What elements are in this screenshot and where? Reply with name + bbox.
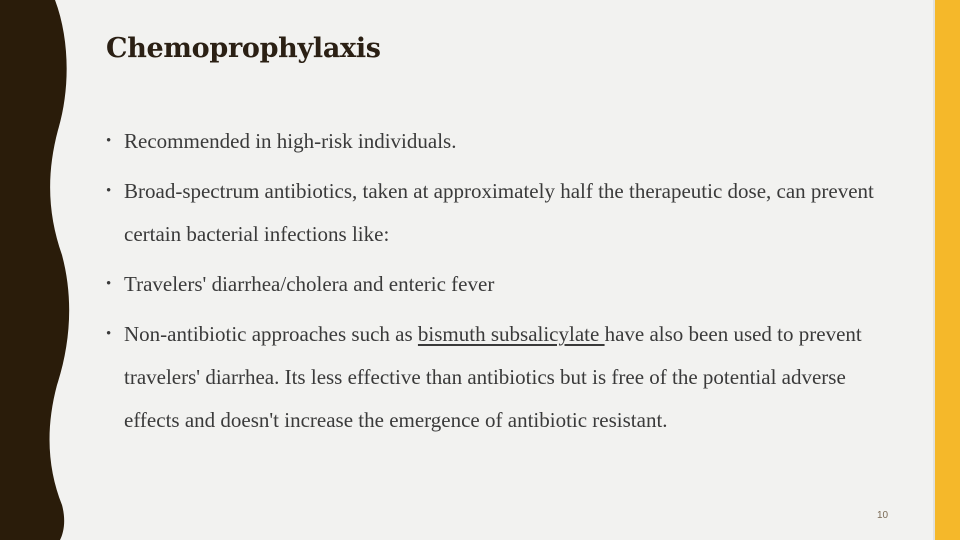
bullet-text-before-link: Non-antibiotic approaches such as [124, 322, 418, 346]
bismuth-subsalicylate-link[interactable]: bismuth subsalicylate [417, 322, 605, 346]
bullet-text: Recommended in high-risk individuals. [124, 129, 457, 153]
right-accent-bar [935, 0, 960, 540]
bullet-item [106, 170, 906, 256]
bullet-item [106, 263, 906, 306]
bullet-text: Broad-spectrum antibiotics, taken at approximately half the therapeutic dose, can prevent certain bacterial infections like: [124, 179, 874, 246]
bullet-item [106, 313, 906, 442]
bullet-icon: • [106, 326, 112, 342]
page-number: 10 [877, 510, 889, 521]
bullet-list [106, 120, 906, 449]
slide-title: Chemoprophylaxis [106, 33, 381, 64]
bullet-text-after-link: have also been used to prevent travelers' diarrhea. Its less effective than antibiotics but is free of the potential adverse effects and doesn't increase the emergence of antibiotic resistant. [124, 322, 862, 432]
left-wavy-border [0, 0, 80, 540]
bullet-icon: • [106, 133, 112, 149]
bullet-icon: • [106, 183, 112, 199]
bullet-text: Travelers' diarrhea/cholera and enteric fever [124, 272, 495, 296]
bullet-item [106, 120, 906, 163]
bullet-icon: • [106, 276, 112, 292]
